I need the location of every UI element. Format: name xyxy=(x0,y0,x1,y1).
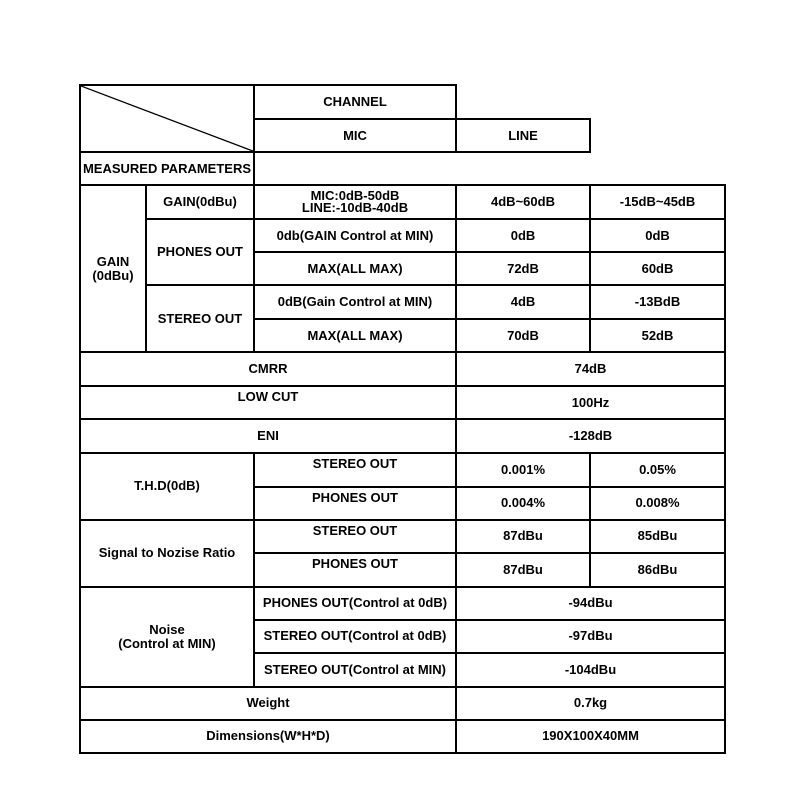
phones-out-line-value: 60dB xyxy=(590,252,725,285)
gain-setting xyxy=(254,185,456,219)
gain-label-line2: (0dBu) xyxy=(92,267,134,283)
gain-setting-mic: MIC:0dB-50dB xyxy=(310,188,400,204)
header-diagonal-cell xyxy=(80,85,254,152)
gain-section-label xyxy=(80,185,146,352)
thd-line-value: 0.008% xyxy=(590,487,725,520)
snr-line-value: 85dBu xyxy=(590,520,725,553)
gain-row-label: GAIN(0dBu) xyxy=(146,185,254,219)
gain-label-line1: GAIN xyxy=(96,253,130,269)
line-header: LINE xyxy=(456,119,590,152)
stereo-out-condition: MAX(ALL MAX) xyxy=(254,319,456,352)
stereo-out-line-value: -13BdB xyxy=(590,285,725,319)
noise-value: -97dBu xyxy=(456,620,725,653)
eni-value: -128dB xyxy=(456,419,725,452)
phones-out-line-value: 0dB xyxy=(590,219,725,252)
thd-line-value: 0.05% xyxy=(590,453,725,487)
stereo-out-condition: 0dB(Gain Control at MIN) xyxy=(254,285,456,319)
dimensions-label: Dimensions(W*H*D) xyxy=(80,720,456,753)
thd-output-label: PHONES OUT xyxy=(254,487,456,520)
snr-label: Signal to Nozise Ratio xyxy=(80,520,254,587)
stereo-out-line-value: 52dB xyxy=(590,319,725,352)
low-cut-label: LOW CUT xyxy=(80,386,456,419)
stereo-out-label: STEREO OUT xyxy=(146,285,254,352)
phones-out-mic-value: 72dB xyxy=(456,252,590,285)
mic-header: MIC xyxy=(254,119,456,152)
gain-line-value: -15dB~45dB xyxy=(590,185,725,219)
noise-label-line2: (Control at MIN) xyxy=(118,635,216,651)
phones-out-mic-value: 0dB xyxy=(456,219,590,252)
weight-label: Weight xyxy=(80,687,456,720)
noise-condition: STEREO OUT(Control at 0dB) xyxy=(254,620,456,653)
thd-output-label: STEREO OUT xyxy=(254,453,456,487)
noise-value: -104dBu xyxy=(456,653,725,687)
thd-label: T.H.D(0dB) xyxy=(80,453,254,520)
snr-mic-value: 87dBu xyxy=(456,553,590,587)
stereo-out-mic-value: 70dB xyxy=(456,319,590,352)
low-cut-value: 100Hz xyxy=(456,386,725,419)
measured-parameters-header: MEASURED PARAMETERS xyxy=(80,152,254,185)
snr-output-label: STEREO OUT xyxy=(254,520,456,553)
noise-label xyxy=(80,587,254,687)
diagonal-line xyxy=(81,86,253,151)
noise-condition: STEREO OUT(Control at MIN) xyxy=(254,653,456,687)
phones-out-condition: MAX(ALL MAX) xyxy=(254,252,456,285)
gain-mic-value: 4dB~60dB xyxy=(456,185,590,219)
dimensions-value: 190X100X40MM xyxy=(456,720,725,753)
phones-out-label: PHONES OUT xyxy=(146,219,254,285)
channel-header: CHANNEL xyxy=(254,85,456,119)
eni-label: ENI xyxy=(80,419,456,452)
noise-condition: PHONES OUT(Control at 0dB) xyxy=(254,587,456,620)
noise-label-line1: Noise xyxy=(149,621,185,637)
phones-out-condition: 0db(GAIN Control at MIN) xyxy=(254,219,456,252)
cmrr-label: CMRR xyxy=(80,352,456,386)
cmrr-value: 74dB xyxy=(456,352,725,386)
snr-mic-value: 87dBu xyxy=(456,520,590,553)
gain-setting-line: LINE:-10dB-40dB xyxy=(301,200,409,216)
thd-mic-value: 0.001% xyxy=(456,453,590,487)
noise-value: -94dBu xyxy=(456,587,725,620)
spec-table xyxy=(79,84,726,754)
stereo-out-mic-value: 4dB xyxy=(456,285,590,319)
thd-mic-value: 0.004% xyxy=(456,487,590,520)
snr-line-value: 86dBu xyxy=(590,553,725,587)
weight-value: 0.7kg xyxy=(456,687,725,720)
snr-output-label: PHONES OUT xyxy=(254,553,456,587)
